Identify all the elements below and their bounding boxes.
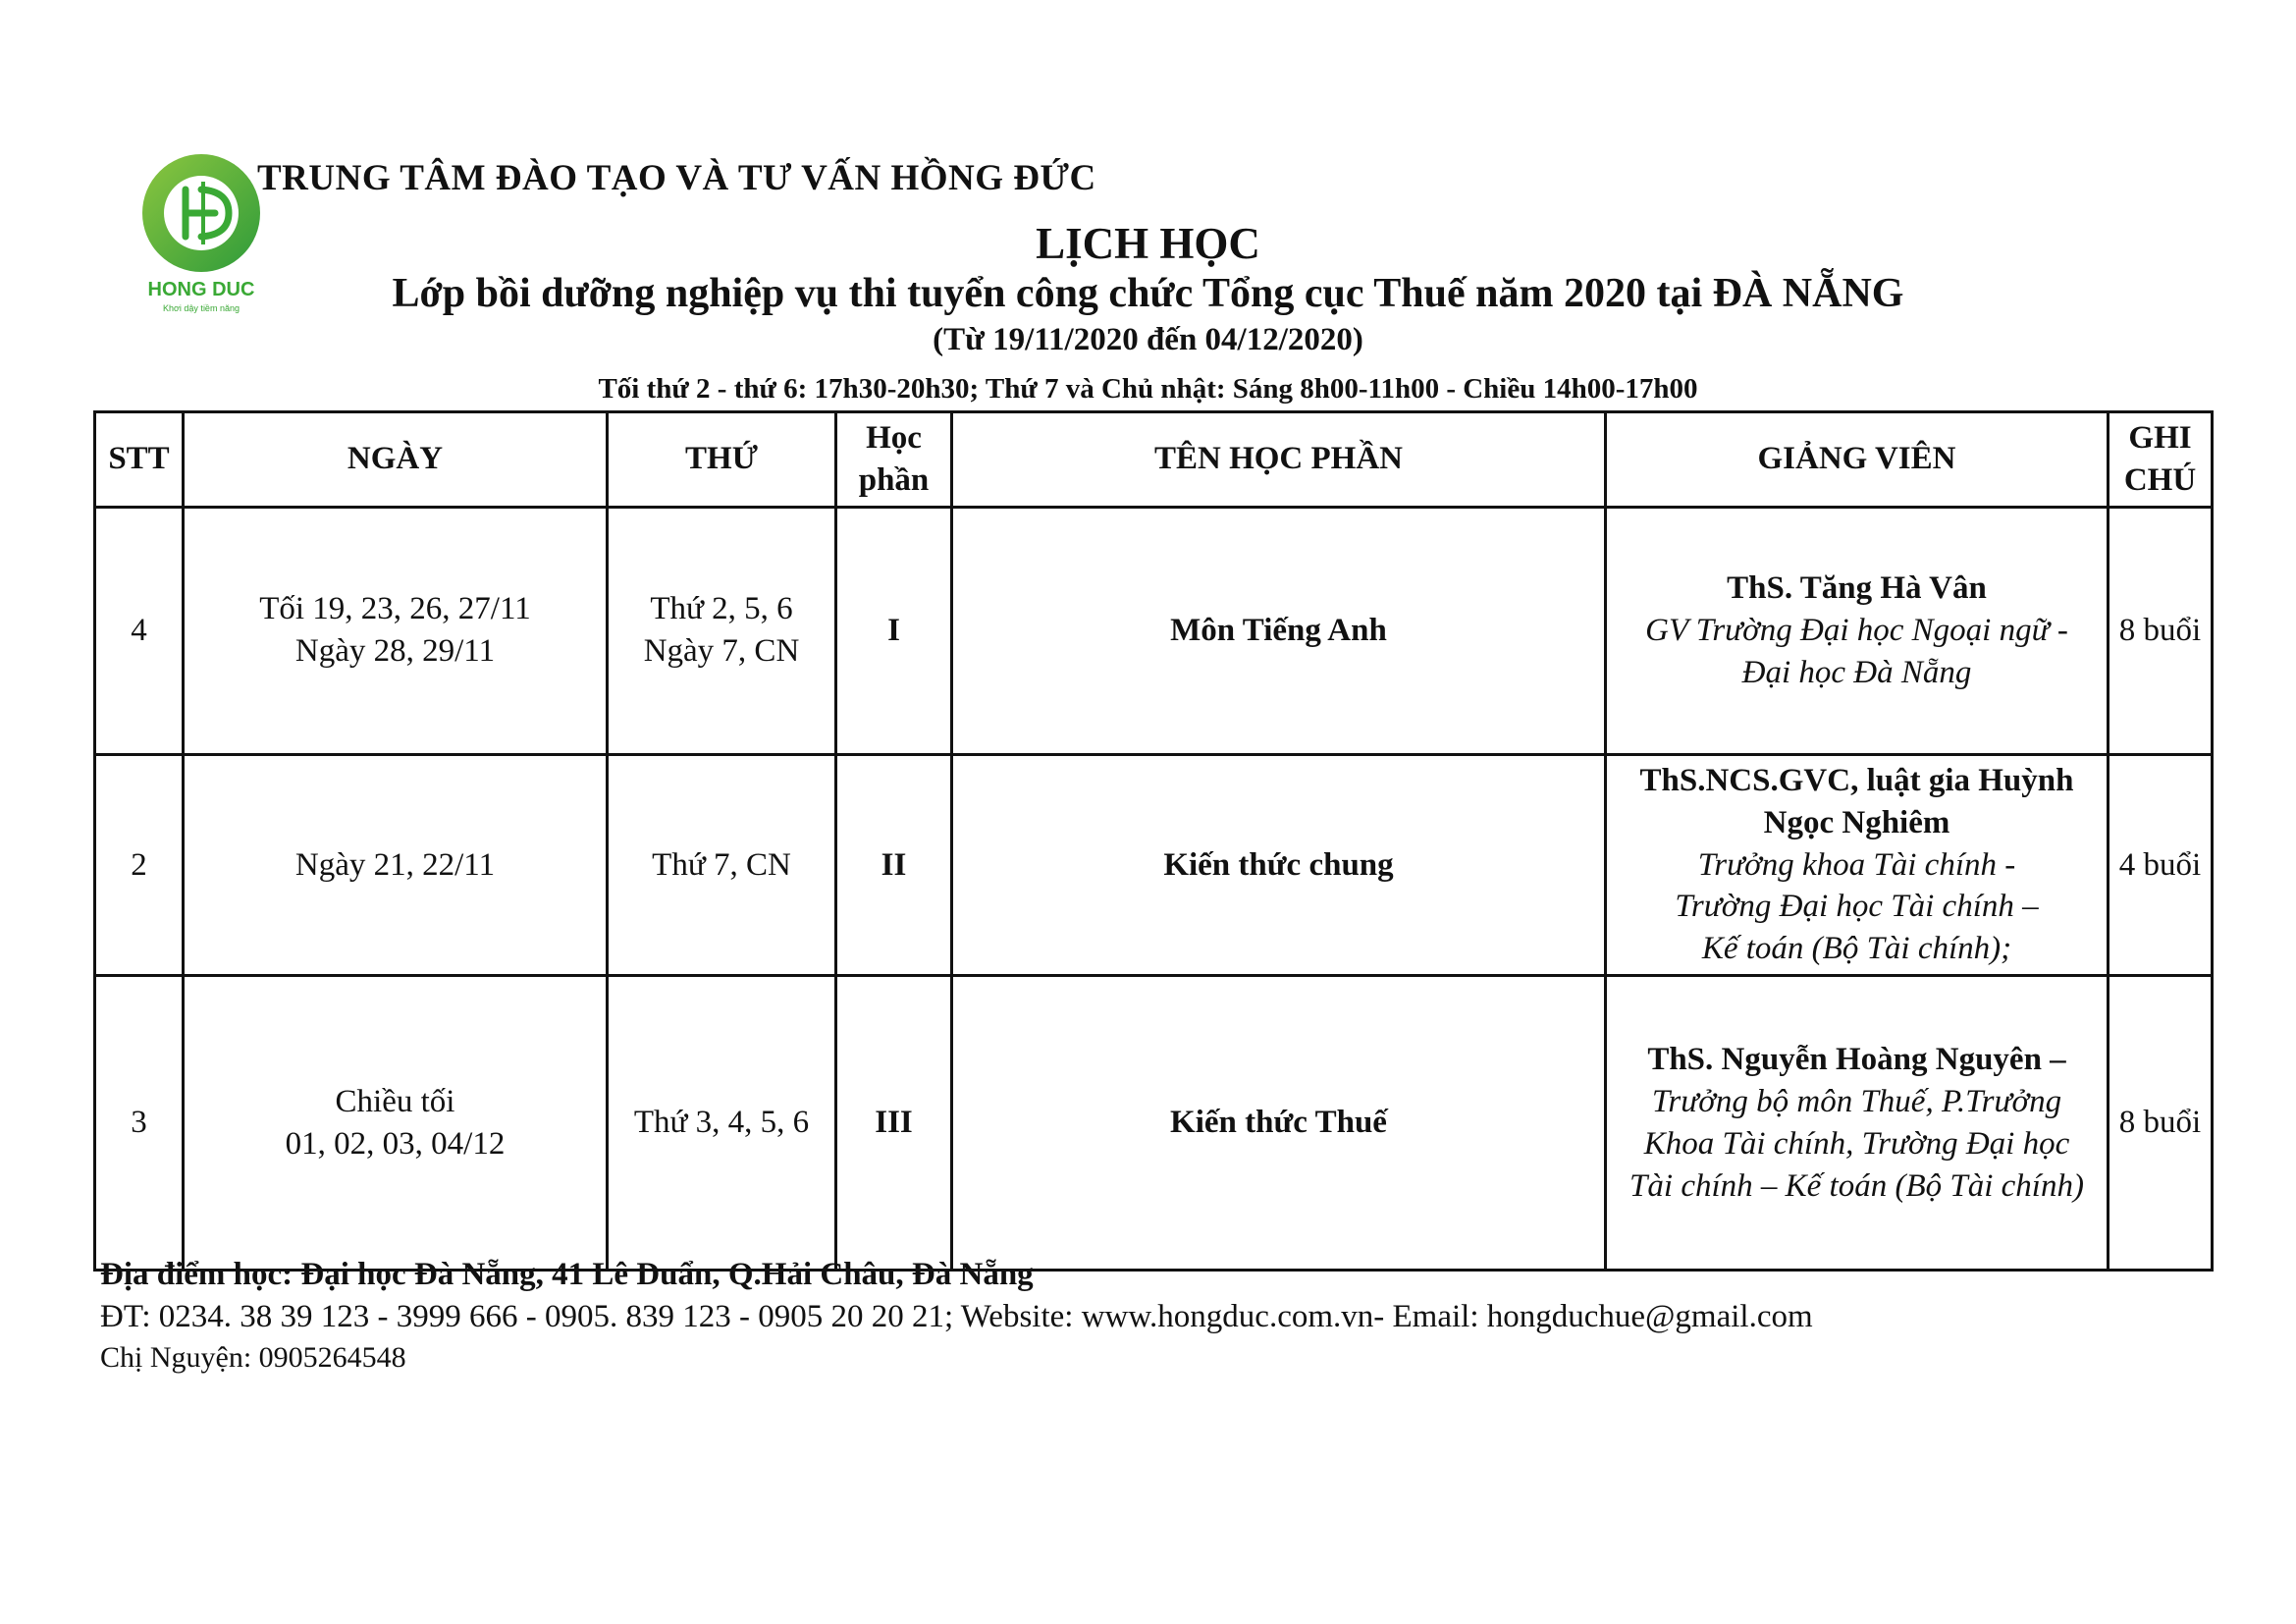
cell-module: III xyxy=(836,976,952,1271)
lecturer-name: ThS.NCS.GVC, luật gia Huỳnh xyxy=(1639,762,2074,798)
class-hours: Tối thứ 2 - thứ 6: 17h30-20h30; Thứ 7 và Chủ nhật: Sáng 8h00-11h00 - Chiều 14h00-17h00 xyxy=(598,373,1698,405)
header-module xyxy=(836,412,952,508)
contact-person: Chị Nguyện: 0905264548 xyxy=(100,1341,406,1374)
lecturer-name: ThS. Nguyễn Hoàng Nguyên – xyxy=(1647,1041,2066,1077)
header-note xyxy=(2109,412,2213,508)
cell-module: II xyxy=(836,754,952,975)
course-subtitle: Lớp bồi dưỡng nghiệp vụ thi tuyển công chức Tổng cục Thuế năm 2020 tại ĐÀ NẴNG xyxy=(392,271,1904,316)
cell-stt: 4 xyxy=(95,507,184,754)
logo-tagline: Khơi dậy tiềm năng xyxy=(163,303,240,313)
header-lecturer: GIẢNG VIÊN xyxy=(1606,412,2109,508)
header-day: NGÀY xyxy=(184,412,608,508)
lecturer-detail: Trưởng khoa Tài chính - xyxy=(1697,846,2016,883)
header-stt: STT xyxy=(95,412,184,508)
contact-info: ĐT: 0234. 38 39 123 - 3999 666 - 0905. 839 123 - 0905 20 20 21; Website: www.hongduc.com.vn- Email: hongduchue@gmail.com xyxy=(100,1299,1813,1334)
cell-weekday xyxy=(608,507,836,754)
cell-note: 4 buổi xyxy=(2109,754,2213,975)
lecturer-name: ThS. Tăng Hà Vân xyxy=(1727,569,1987,606)
organization-name: TRUNG TÂM ĐÀO TẠO VÀ TƯ VẤN HỒNG ĐỨC xyxy=(257,158,1096,198)
table-row xyxy=(95,507,2213,754)
lecturer-detail: Khoa Tài chính, Trường Đại học xyxy=(1643,1125,2070,1162)
weekday-line: Thứ 7, CN xyxy=(652,846,791,883)
cell-day xyxy=(184,754,608,975)
page-title: LỊCH HỌC xyxy=(1036,219,1260,268)
table-row xyxy=(95,754,2213,975)
weekday-line: Thứ 2, 5, 6 xyxy=(650,591,793,627)
header-module-line2: phần xyxy=(858,461,930,498)
lecturer-detail: GV Trường Đại học Ngoại ngữ - xyxy=(1645,612,2068,648)
lecturer-detail: Trường Đại học Tài chính – xyxy=(1675,889,2039,925)
cell-note: 8 buổi xyxy=(2109,976,2213,1271)
header-subject: TÊN HỌC PHẦN xyxy=(952,412,1606,508)
header-module-line1: Học xyxy=(866,420,922,456)
cell-weekday xyxy=(608,976,836,1271)
cell-stt: 3 xyxy=(95,976,184,1271)
cell-lecturer xyxy=(1606,754,2109,975)
table-row xyxy=(95,976,2213,1271)
lecturer-detail: Tài chính – Kế toán (Bộ Tài chính) xyxy=(1629,1167,2084,1204)
lecturer-name: Ngọc Nghiêm xyxy=(1763,804,1950,840)
lecturer-detail: Đại học Đà Nẵng xyxy=(1741,654,1972,690)
cell-lecturer xyxy=(1606,507,2109,754)
table-header-row xyxy=(95,412,2213,508)
course-period: (Từ 19/11/2020 đến 04/12/2020) xyxy=(933,322,1363,357)
location-info: Địa điểm học: Đại học Đà Nẵng, 41 Lê Duẩn, Q.Hải Châu, Đà Nẵng xyxy=(100,1257,1034,1292)
lecturer-detail: Trưởng bộ môn Thuế, P.Trưởng xyxy=(1651,1083,2062,1119)
schedule-table xyxy=(93,410,2214,1272)
cell-stt: 2 xyxy=(95,754,184,975)
day-line: Tối 19, 23, 26, 27/11 xyxy=(259,591,531,627)
cell-lecturer xyxy=(1606,976,2109,1271)
cell-subject: Môn Tiếng Anh xyxy=(952,507,1606,754)
cell-subject: Kiến thức chung xyxy=(952,754,1606,975)
weekday-line: Ngày 7, CN xyxy=(643,633,800,670)
day-line: Ngày 28, 29/11 xyxy=(294,633,496,670)
cell-note: 8 buổi xyxy=(2109,507,2213,754)
weekday-line: Thứ 3, 4, 5, 6 xyxy=(633,1105,810,1141)
header-note-line2: CHÚ xyxy=(2123,461,2197,498)
lecturer-detail: Kế toán (Bộ Tài chính); xyxy=(1701,931,2012,967)
cell-day xyxy=(184,507,608,754)
day-line: 01, 02, 03, 04/12 xyxy=(285,1125,506,1162)
cell-day xyxy=(184,976,608,1271)
cell-weekday xyxy=(608,754,836,975)
day-line: Chiều tối xyxy=(335,1083,455,1119)
header-note-line1: GHI xyxy=(2128,420,2192,456)
logo-text: HONG DUC xyxy=(147,279,255,300)
cell-subject: Kiến thức Thuế xyxy=(952,976,1606,1271)
day-line: Ngày 21, 22/11 xyxy=(294,846,496,883)
header-weekday: THỨ xyxy=(608,412,836,508)
cell-module: I xyxy=(836,507,952,754)
